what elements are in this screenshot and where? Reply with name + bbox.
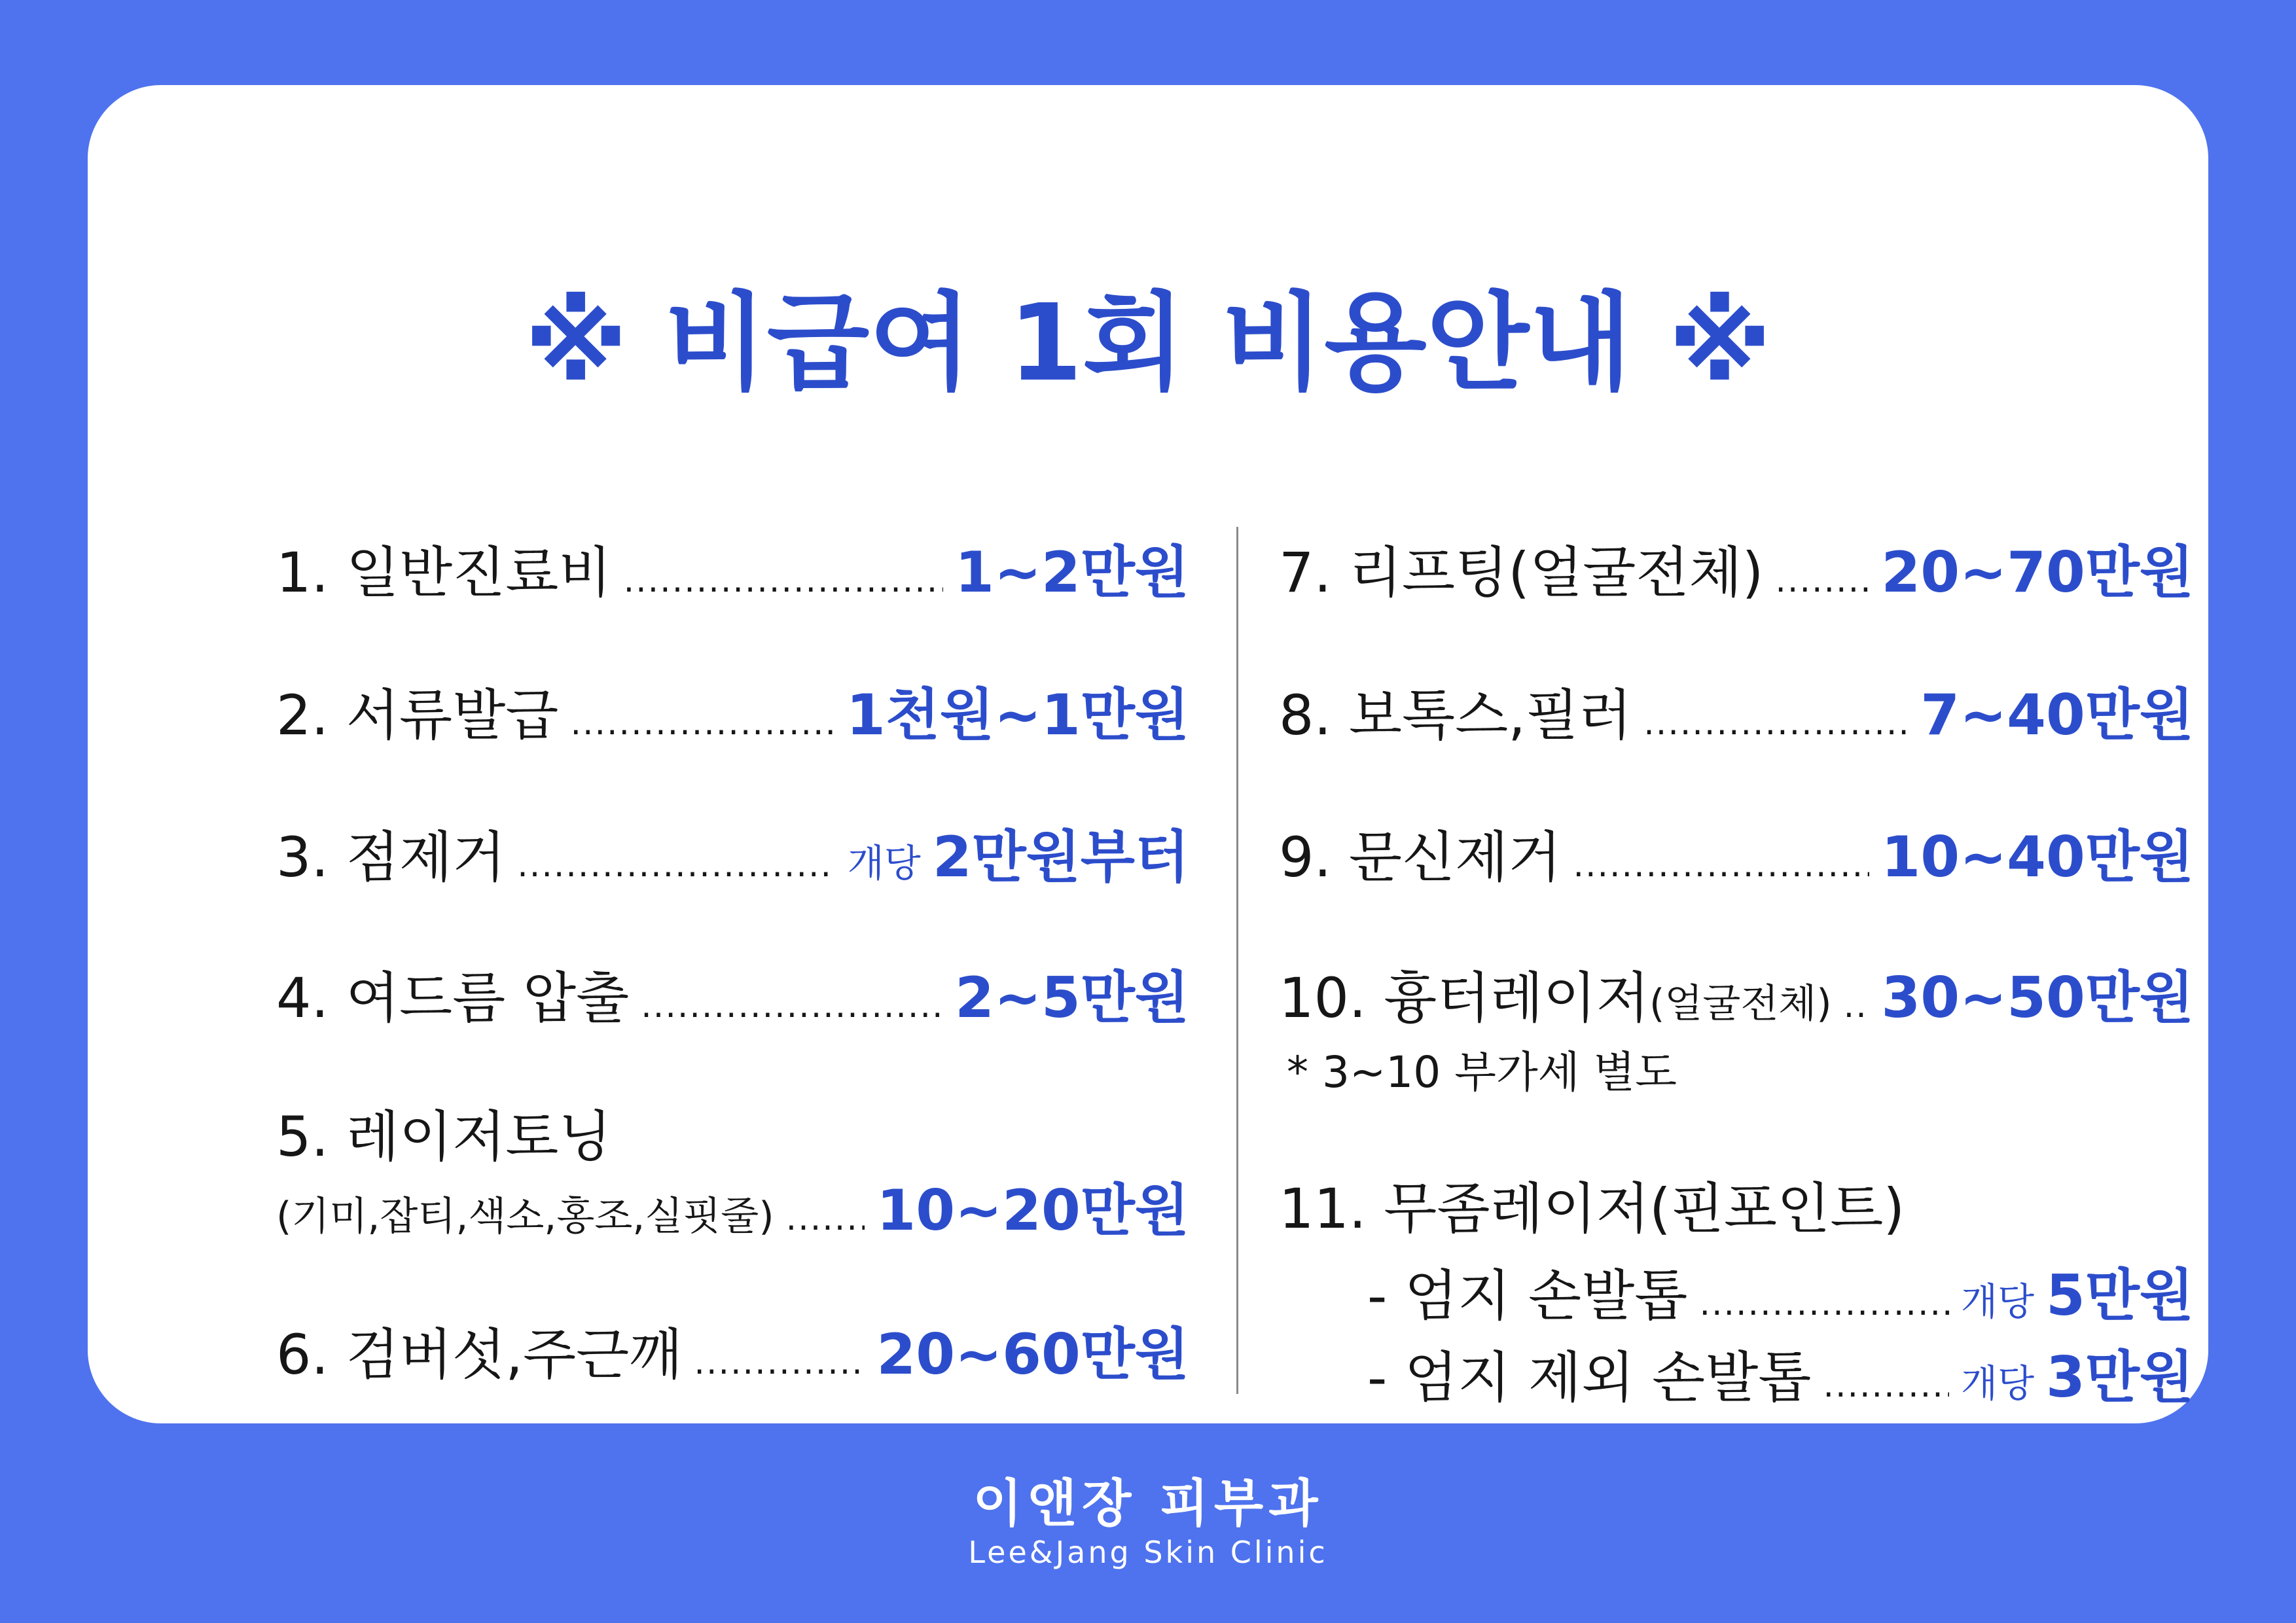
leader-dots <box>1573 846 1869 885</box>
leader-dots <box>1844 986 1870 1026</box>
item-label-small: (얼굴전체) <box>1649 981 1832 1027</box>
item-price: 20~70만원 <box>1881 540 2194 605</box>
price-item-3 <box>276 812 1189 893</box>
price-item-2 <box>276 669 1189 751</box>
price-item-8 <box>1279 669 2194 751</box>
leader-dots <box>641 986 943 1026</box>
price-item-5-heading <box>276 1093 1189 1172</box>
item-label: 2. 서류발급 <box>276 683 559 747</box>
leader-dots <box>517 846 836 885</box>
leader-dots <box>1699 1284 1949 1323</box>
clinic-name-english: Lee&Jang Skin Clinic <box>968 1535 1328 1570</box>
leader-dots <box>694 1343 865 1382</box>
item-price: 1천원~1만원 <box>846 683 1189 748</box>
item-price: 10~40만원 <box>1881 825 2194 890</box>
item-price: 2~5만원 <box>955 965 1189 1031</box>
item-label: 3. 점제거 <box>276 825 506 889</box>
price-item-11-sub-1 <box>1367 1250 2194 1331</box>
item-price: 5만원 <box>2046 1263 2194 1329</box>
item-price: 20~60만원 <box>876 1322 1189 1387</box>
item-label: 10. 흉터레이저 <box>1279 966 1650 1030</box>
item-price-prefix: 개당 <box>1960 1279 2034 1324</box>
leader-dots <box>786 1199 865 1238</box>
leader-dots <box>1823 1366 1949 1405</box>
price-item-11-sub-2 <box>1367 1332 2194 1413</box>
page-title: ※ 비급여 1회 비용안내 ※ <box>524 282 1772 405</box>
item-label: - 엄지 손발톱 <box>1367 1264 1688 1328</box>
column-divider <box>1236 527 1238 1394</box>
vat-note: * 3~10 부가세 별도 <box>1287 1047 1677 1097</box>
item-price: 1~2만원 <box>955 540 1189 605</box>
price-item-10 <box>1279 952 2194 1033</box>
item-label: 1. 일반진료비 <box>276 541 612 605</box>
item-sublabel: (기미,잡티,색소,홍조,실핏줄) <box>276 1194 774 1240</box>
item-label: 9. 문신제거 <box>1279 825 1562 889</box>
item-label: 8. 보톡스,필러 <box>1279 683 1632 747</box>
leader-dots <box>1775 561 1869 600</box>
item-label: 7. 리프팅(얼굴전체) <box>1279 541 1764 605</box>
item-price: 30~50만원 <box>1881 965 2194 1031</box>
item-price: 3만원 <box>2046 1345 2194 1410</box>
item-label: 5. 레이저토닝 <box>276 1105 612 1169</box>
leader-dots <box>624 561 944 600</box>
price-item-11-heading: 11. 무좀레이저(핀포인트) <box>1279 1177 1905 1241</box>
item-price: 7~40만원 <box>1920 683 2194 748</box>
leader-dots <box>1643 704 1909 743</box>
clinic-name-korean: 이앤장 피부과 <box>973 1474 1323 1533</box>
item-label: - 엄지 제외 손발톱 <box>1367 1346 1812 1410</box>
price-item-7 <box>1279 527 2194 608</box>
item-price: 10~20만원 <box>876 1178 1189 1243</box>
price-item-6 <box>276 1309 1189 1390</box>
leader-dots <box>570 704 834 743</box>
item-label: 6. 검버섯,주근깨 <box>276 1323 683 1387</box>
price-card <box>88 85 2208 1423</box>
price-item-9 <box>1279 812 2194 893</box>
price-item-1 <box>276 527 1189 608</box>
item-price: 2만원부터 <box>932 825 1189 890</box>
item-label: 4. 여드름 압출 <box>276 966 630 1030</box>
price-item-4 <box>276 952 1189 1033</box>
price-item-5 <box>276 1165 1189 1246</box>
item-price-prefix: 개당 <box>1960 1361 2034 1406</box>
item-price-prefix: 개당 <box>847 841 921 885</box>
